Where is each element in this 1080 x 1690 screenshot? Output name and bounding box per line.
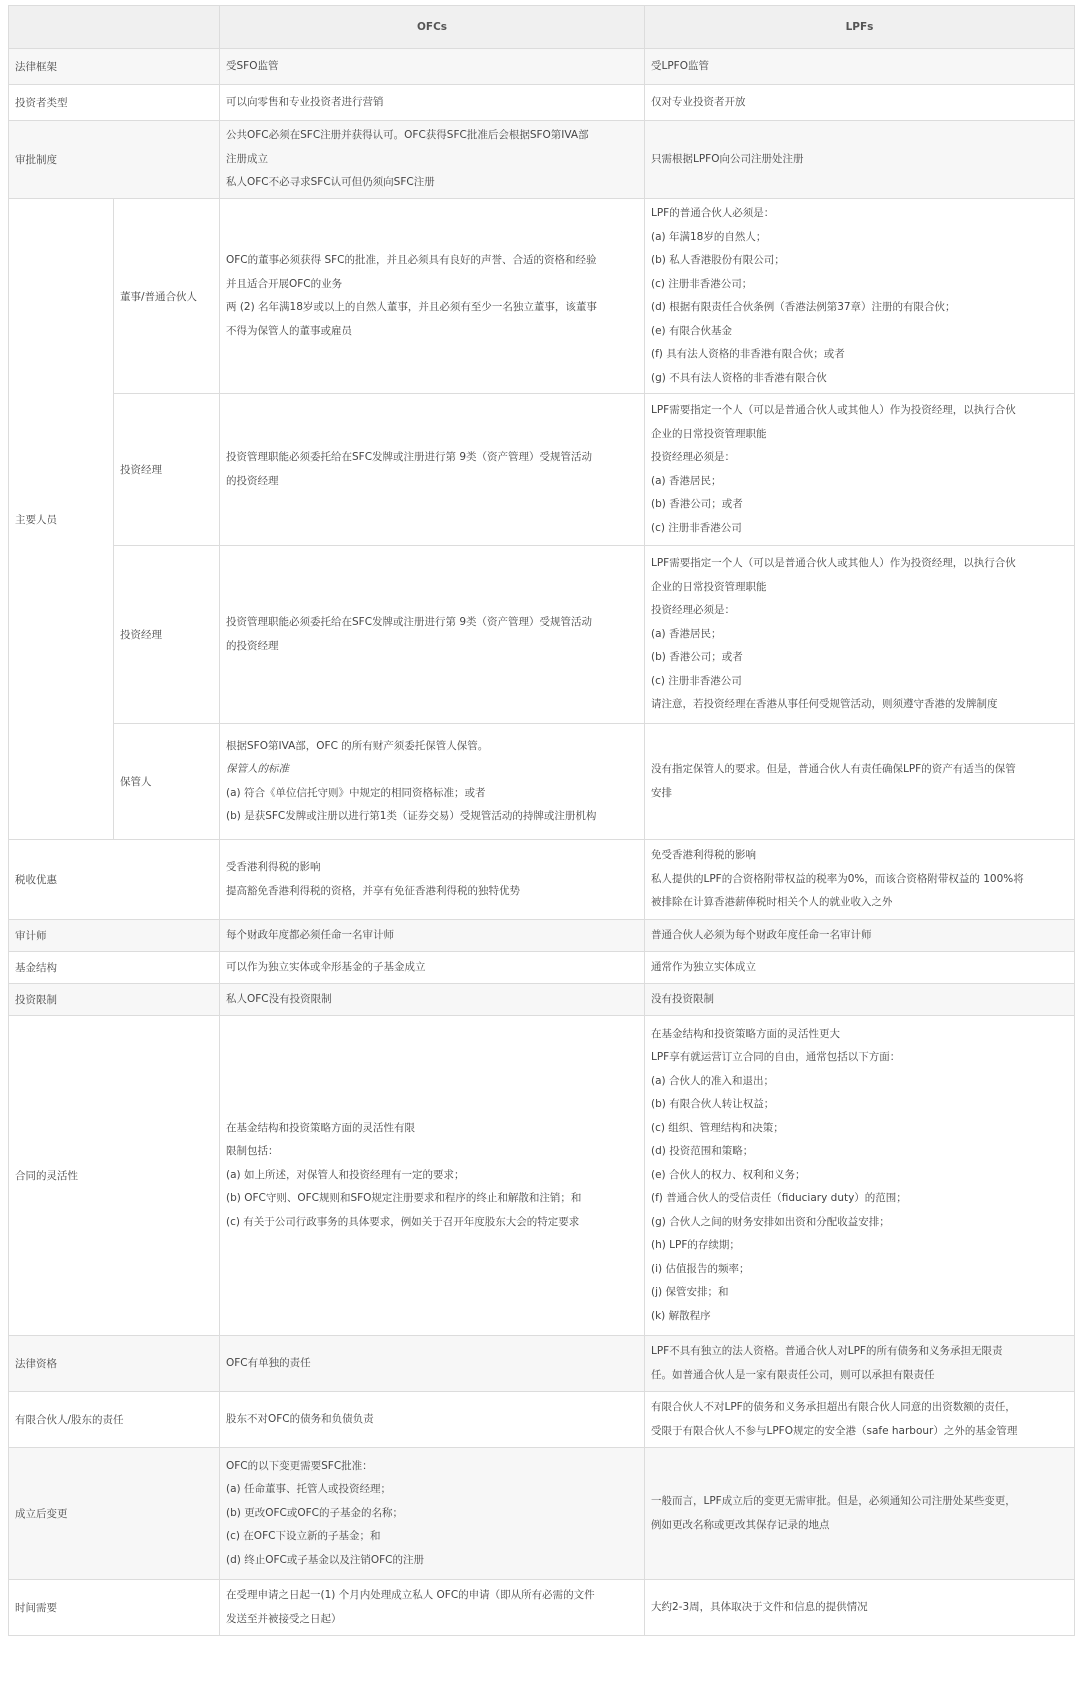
row-label: 审计师 [9,920,220,952]
cell-line: (a) 如上所述，对保管人和投资经理有一定的要求； [226,1168,465,1181]
cell-line: LPF享有就运营订立合同的自由，通常包括以下方面： [651,1051,901,1064]
cell-line: 根据SFO第IVA部，OFC 的所有财产须委托保管人保管。 [226,739,489,752]
cell-line: (b) 更改OFC或OFC的子基金的名称； [226,1506,403,1519]
cell-line: OFC有单独的责任 [226,1356,311,1369]
row-label: 合同的灵活性 [9,1016,220,1336]
table-row [9,1580,1075,1636]
cell-line: (a) 香港居民； [651,627,722,640]
lpf-cell [645,49,1075,85]
lpf-cell [645,1336,1075,1392]
ofc-cell [220,920,645,952]
table-row [9,952,1075,984]
ofc-cell [220,724,645,840]
cell-line: 限制包括： [226,1145,279,1158]
sub-row-label: 董事/普通合伙人 [114,199,220,394]
cell-line: 不得为保管人的董事或雇员 [226,324,352,337]
cell-line: 被排除在计算香港薪俸税时相关个人的就业收入之外 [651,896,893,909]
lpf-cell [645,984,1075,1016]
row-label-key-persons: 主要人员 [9,199,114,840]
cell-line: (a) 合伙人的准入和退出； [651,1074,774,1087]
row-label: 法律框架 [9,49,220,85]
cell-line: 投资经理必须是： [651,604,735,617]
cell-line: (b) OFC守则、OFC规则和SFO规定注册要求和程序的终止和解散和注销；和 [226,1192,582,1205]
cell-line: 投资管理职能必须委托给在SFC发牌或注册进行第 9类（资产管理）受规管活动 [226,451,593,463]
cell-line: 投资管理职能必须委托给在SFC发牌或注册进行第 9类（资产管理）受规管活动 [226,616,593,628]
cell-line: 提高豁免香港利得税的资格，并享有免征香港利得税的独特优势 [226,884,520,897]
cell-line: 没有指定保管人的要求。但是，普通合伙人有责任确保LPF的资产有适当的保管 [651,763,1016,775]
cell-line: (b) 香港公司；或者 [651,498,743,510]
cell-line: 没有投资限制 [651,992,714,1005]
ofc-cell [220,840,645,920]
cell-line: 两 (2) 名年满18岁或以上的自然人董事，并且必须有至少一名独立董事，该董事 [226,301,597,313]
header-lpfs: LPFs [645,6,1075,49]
sub-row-label: 投资经理 [114,546,220,724]
cell-line: 受香港利得税的影响 [226,861,321,873]
cell-line: OFC的董事必须获得 SFC的批准，并且必须具有良好的声誉、合适的资格和经验 [226,254,597,266]
cell-line: 普通合伙人必须为每个财政年度任命一名审计师 [651,928,872,941]
cell-line: (c) 注册非香港公司 [651,521,742,534]
ofc-cell [220,952,645,984]
row-label: 审批制度 [9,121,220,199]
cell-line: 注册成立 [226,152,268,165]
cell-line: (e) 有限合伙基金 [651,324,732,337]
cell-line: 仅对专业投资者开放 [651,95,746,108]
table-row [9,49,1075,85]
lpf-cell [645,199,1075,394]
cell-line: (d) 终止OFC或子基金以及注销OFC的注册 [226,1553,424,1566]
cell-line: 发送至并被接受之日起） [226,1612,342,1625]
table-row [9,984,1075,1016]
cell-line: (h) LPF的存续期； [651,1239,740,1252]
cell-line: (c) 组织、管理结构和决策； [651,1121,784,1134]
lpf-cell [645,920,1075,952]
row-label: 时间需要 [9,1580,220,1636]
lpf-cell [645,1448,1075,1580]
cell-line: 公共OFC必须在SFC注册并获得认可。OFC获得SFC批准后会根据SFO第IVA部 [226,129,589,142]
cell-line: 并且适合开展OFC的业务 [226,277,343,290]
cell-line: 企业的日常投资管理职能 [651,427,767,440]
table-row [9,121,1075,199]
cell-line: (a) 年满18岁的自然人； [651,230,767,243]
cell-line: 请注意，若投资经理在香港从事任何受规管活动，则须遵守香港的发牌制度 [651,698,998,711]
cell-line: (j) 保管安排；和 [651,1286,729,1299]
cell-line: (e) 合伙人的权力、权利和义务； [651,1168,806,1181]
ofc-cell [220,1016,645,1336]
cell-line: (i) 估值报告的频率； [651,1262,750,1275]
ofc-cell [220,984,645,1016]
cell-line: 通常作为独立实体成立 [651,960,756,973]
cell-line: 私人OFC不必寻求SFC认可但仍须向SFC注册 [226,176,435,189]
cell-line: (b) 是获SFC发牌或注册以进行第1类（证券交易）受规管活动的持牌或注册机构 [226,810,597,822]
cell-line: 安排 [651,786,672,799]
cell-line: (a) 任命董事、托管人或投资经理； [226,1483,391,1496]
cell-line: 大约2-3周，具体取决于文件和信息的提供情况 [651,1600,868,1613]
row-label: 投资者类型 [9,85,220,121]
cell-line: (c) 在OFC下设立新的子基金；和 [226,1530,381,1543]
ofc-cell [220,1336,645,1392]
ofc-cell [220,1448,645,1580]
cell-line: LPF不具有独立的法人资格。普通合伙人对LPF的所有债务和义务承担无限责 [651,1345,1003,1357]
sub-row-label: 保管人 [114,724,220,840]
cell-line: (c) 注册非香港公司； [651,277,753,290]
lpf-cell [645,952,1075,984]
ofc-cell [220,49,645,85]
ofc-cell [220,394,645,546]
cell-line: LPF的普通合伙人必须是： [651,207,775,219]
cell-line: 例如更改名称或更改其保存记录的地点 [651,1518,830,1531]
lpf-cell [645,85,1075,121]
cell-line: 私人OFC没有投资限制 [226,992,332,1005]
cell-line: 可以向零售和专业投资者进行营销 [226,95,384,108]
cell-line: 的投资经理 [226,474,279,487]
table-row [9,1336,1075,1392]
table-row [9,199,1075,394]
table-row [9,724,1075,840]
lpf-cell [645,1580,1075,1636]
ofc-cell [220,1392,645,1448]
ofc-cell [220,199,645,394]
sub-row-label: 投资经理 [114,394,220,546]
cell-line: (f) 具有法人资格的非香港有限合伙；或者 [651,348,845,360]
lpf-cell [645,394,1075,546]
cell-line: 有限合伙人不对LPF的债务和义务承担超出有限合伙人同意的出资数额的责任， [651,1401,1016,1413]
table-header-row [9,6,1075,49]
row-label: 有限合伙人/股东的责任 [9,1392,220,1448]
table-row [9,546,1075,724]
cell-line: 可以作为独立实体或伞形基金的子基金成立 [226,960,426,973]
ofc-cell [220,546,645,724]
header-ofcs: OFCs [220,6,645,49]
cell-line: 任。如普通合伙人是一家有限责任公司，则可以承担有限责任 [651,1368,935,1381]
cell-line: (c) 注册非香港公司 [651,674,742,687]
cell-line: (d) 投资范围和策略； [651,1145,754,1158]
row-label: 法律资格 [9,1336,220,1392]
cell-line: (k) 解散程序 [651,1309,711,1322]
cell-line: 只需根据LPFO向公司注册处注册 [651,152,804,165]
table-row [9,1448,1075,1580]
row-label: 税收优惠 [9,840,220,920]
table-row [9,920,1075,952]
cell-line: (g) 不具有法人资格的非香港有限合伙 [651,371,827,384]
cell-line: LPF需要指定一个人（可以是普通合伙人或其他人）作为投资经理，以执行合伙 [651,557,1016,570]
cell-line: (b) 私人香港股份有限公司； [651,254,785,266]
ofc-cell [220,1580,645,1636]
cell-line: (g) 合伙人之间的财务安排如出资和分配收益安排； [651,1215,890,1228]
cell-line: 在受理申请之日起一(1) 个月内处理成立私人 OFC的申请（即从所有必需的文件 [226,1589,595,1601]
cell-line: (a) 香港居民； [651,474,722,487]
cell-line: (b) 有限合伙人转让权益； [651,1098,775,1111]
cell-line: 私人提供的LPF的合资格附带权益的税率为0%，而该合资格附带权益的 100%将 [651,872,1024,885]
lpf-cell [645,724,1075,840]
ofc-cell [220,85,645,121]
lpf-cell [645,546,1075,724]
cell-line: 受LPFO监管 [651,59,709,72]
row-label: 成立后变更 [9,1448,220,1580]
cell-line: 在基金结构和投资策略方面的灵活性有限 [226,1121,415,1134]
table-row [9,1392,1075,1448]
cell-line: LPF需要指定一个人（可以是普通合伙人或其他人）作为投资经理，以执行合伙 [651,404,1016,416]
comparison-table [8,5,1075,1636]
cell-line: 一般而言，LPF成立后的变更无需审批。但是，必须通知公司注册处某些变更， [651,1495,1016,1507]
table-row [9,394,1075,546]
cell-line: 股东不对OFC的债务和负债负责 [226,1412,374,1425]
table-row [9,1016,1075,1336]
header-blank-cell [9,6,220,49]
ofc-cell [220,121,645,199]
table-row [9,840,1075,920]
cell-line: (b) 香港公司；或者 [651,651,743,664]
row-label: 基金结构 [9,952,220,984]
cell-line: 投资经理必须是： [651,451,735,463]
lpf-cell [645,121,1075,199]
cell-line: (a) 符合《单位信托守则》中规定的相同资格标准；或者 [226,786,486,799]
lpf-cell [645,840,1075,920]
cell-line: OFC的以下变更需要SFC批准： [226,1459,373,1472]
cell-line: 企业的日常投资管理职能 [651,580,767,593]
cell-line: (d) 根据有限责任合伙条例（香港法例第37章）注册的有限合伙； [651,301,956,313]
cell-line: 每个财政年度都必须任命一名审计师 [226,928,394,941]
table-row [9,85,1075,121]
cell-line: 保管人的标准 [226,763,289,775]
cell-line: (f) 普通合伙人的受信责任（fiduciary duty）的范围； [651,1192,907,1205]
cell-line: 受限于有限合伙人不参与LPFO规定的安全港（safe harbour）之外的基金管理 [651,1424,1018,1437]
cell-line: 受SFO监管 [226,59,279,72]
cell-line: (c) 有关于公司行政事务的具体要求，例如关于召开年度股东大会的特定要求 [226,1215,580,1228]
cell-line: 免受香港利得税的影响 [651,849,756,862]
cell-line: 的投资经理 [226,639,279,652]
lpf-cell [645,1392,1075,1448]
row-label: 投资限制 [9,984,220,1016]
cell-line: 在基金结构和投资策略方面的灵活性更大 [651,1027,840,1040]
lpf-cell [645,1016,1075,1336]
